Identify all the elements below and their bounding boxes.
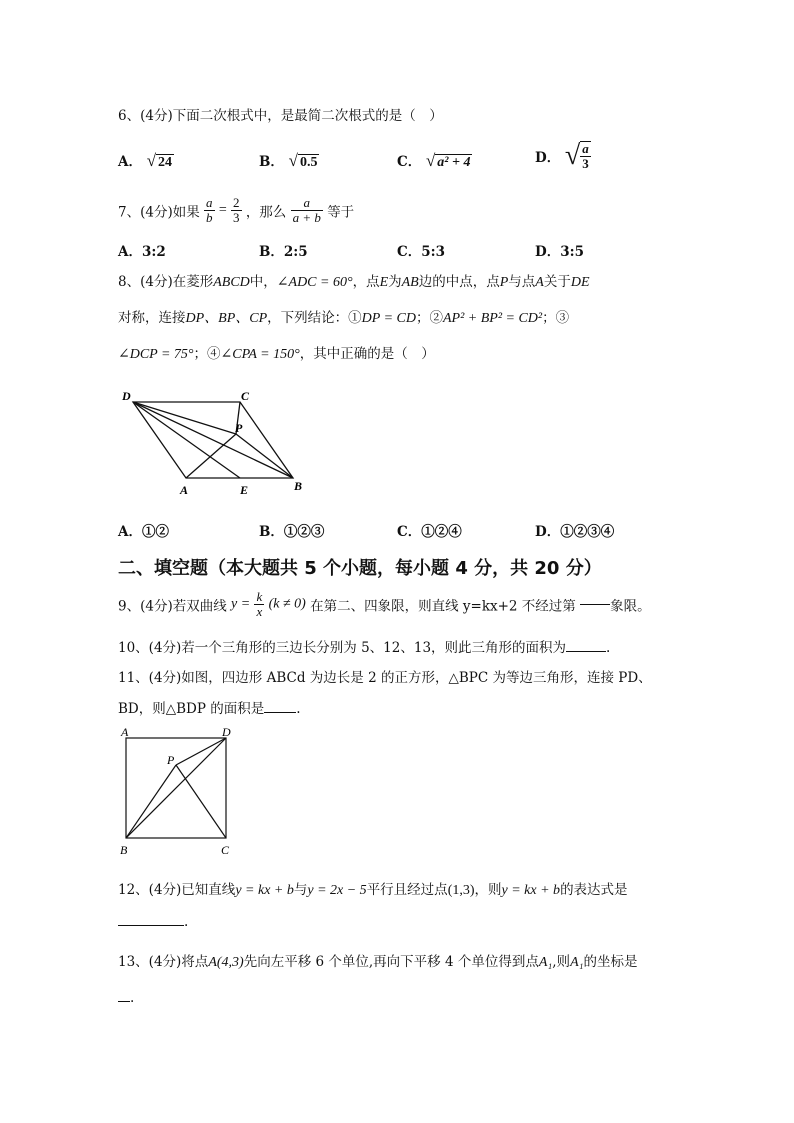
- q7-frac3-den: a + b: [292, 210, 321, 225]
- q8-option-c: C．①②④: [397, 524, 462, 540]
- q6-option-b-radicand: 0.5: [299, 155, 318, 170]
- q8-option-d: D．①②③④: [535, 524, 615, 540]
- fig8-label-a: A: [180, 483, 189, 497]
- segment-db: [133, 402, 293, 478]
- q10-answer-blank[interactable]: [566, 651, 606, 652]
- q9-condition: (k ≠ 0): [268, 596, 306, 612]
- q9-prefix: 9、(4分)若双曲线: [118, 598, 227, 615]
- q7-option-d: D．3:5: [535, 244, 584, 260]
- q11-line2: [118, 697, 301, 717]
- q13-point-a1-ref: A₁: [570, 955, 584, 970]
- q8-math-ab: AB: [401, 275, 419, 290]
- q8-text: ；③: [542, 310, 570, 326]
- q12-line-1: y = kx + b: [235, 883, 294, 898]
- segment-pb: [126, 765, 176, 838]
- q8-text: ，点: [352, 274, 380, 290]
- q8-text: 对称，连接: [118, 310, 186, 326]
- q12-text: ，则: [474, 882, 502, 898]
- q7-frac1-num: a: [206, 195, 213, 210]
- q8-text: ，其中正确的是（ ）: [299, 346, 435, 362]
- q7-stem: [118, 196, 354, 225]
- q6-option-d-sqrt: √ $\frac{a}{3}$: [564, 140, 589, 171]
- q7-prefix: 7、(4分)如果: [118, 204, 200, 221]
- q11-tail: .: [296, 701, 301, 717]
- fig11-label-b: B: [120, 843, 128, 857]
- fig8-label-p: P: [235, 421, 243, 435]
- q8-conclusion-1: DP = CD: [361, 311, 416, 326]
- q9-stem: [118, 590, 651, 619]
- q7-option-c: C．5:3: [397, 244, 446, 260]
- segment-pa: [186, 434, 236, 478]
- q7-frac2-num: 2: [233, 195, 240, 210]
- q8-conclusion-3: ∠DCP = 75°: [118, 347, 194, 362]
- q12-line-2: y = 2x − 5: [307, 883, 367, 898]
- q10-text: 10、(4分)若一个三角形的三边长分别为 5、12、13，则此三角形的面积为: [118, 640, 567, 656]
- q7-mid: ，那么: [245, 204, 287, 221]
- q6-option-d-label: D．: [535, 150, 561, 166]
- q6-option-b-sqrt: √ 0.5: [288, 151, 318, 170]
- q6-stem: 6、(4分)下面二次根式中，是最简二次根式的是（ ）: [118, 108, 443, 124]
- q12-suffix: 的表达式是: [560, 882, 628, 898]
- q9-frac-num: k: [256, 589, 263, 604]
- q7-frac-2-over-3: [231, 196, 242, 225]
- q13-suffix: 的坐标是: [583, 954, 638, 970]
- q9-suffix: 在第二、四象限，则直线 y=kx+2 不经过第: [310, 598, 576, 615]
- q8-math-a: A: [535, 275, 544, 290]
- q8-text: ，下列结论：①: [267, 310, 362, 326]
- q6-option-a-radicand: 24: [158, 155, 173, 170]
- q9-y-equals: y =: [231, 596, 251, 612]
- q6-option-d-num: a: [582, 141, 589, 156]
- q11-text: BD，则△BDP 的面积是: [118, 701, 265, 717]
- q9-answer-blank[interactable]: [580, 604, 610, 605]
- q13-text: ,则: [552, 954, 571, 970]
- q8-text: 中，: [249, 274, 277, 290]
- q10-stem: [118, 636, 610, 656]
- q9-frac-den: x: [256, 604, 263, 619]
- segment-de: [133, 402, 240, 478]
- q8-text: 8、(4分)在菱形: [118, 274, 214, 290]
- fig11-label-c: C: [221, 843, 230, 857]
- fig8-label-e: E: [240, 483, 249, 497]
- q12-text: 与: [293, 882, 308, 898]
- q13-stem: [118, 950, 637, 971]
- q13-answer-line: [118, 990, 134, 1006]
- fig8-label-b: B: [294, 479, 303, 493]
- q7-suffix: 等于: [327, 204, 355, 221]
- q8-line2: [118, 306, 569, 327]
- q6-option-d: [535, 140, 591, 172]
- q8-line3: [118, 342, 435, 363]
- fig8-label-c: C: [241, 389, 250, 403]
- q11-line1: 11、(4分)如图，四边形 ABCd 为边长是 2 的正方形，△BPC 为等边三角形，连接 PD、: [118, 670, 652, 686]
- segment-pb: [236, 434, 293, 478]
- q8-option-b: B．①②③: [259, 524, 325, 540]
- fig8-label-d: D: [122, 389, 131, 403]
- q13-answer-blank[interactable]: [118, 1001, 130, 1002]
- q8-option-a: A．①②: [118, 524, 169, 540]
- q12-tail: .: [184, 914, 189, 930]
- q12-answer-line: [118, 914, 188, 930]
- q12-stem: [118, 878, 628, 899]
- q12-text: 平行且经过点: [366, 882, 448, 898]
- q12-prefix: 12、(4分)已知直线: [118, 882, 236, 898]
- q8-math-p: P: [499, 275, 509, 290]
- q13-prefix: 13、(4分)将点: [118, 954, 209, 970]
- segment-pd: [176, 738, 226, 765]
- q8-math-e: E: [379, 275, 389, 290]
- q13-point-a1: A₁: [538, 955, 553, 970]
- q12-answer-blank[interactable]: [118, 925, 184, 926]
- q8-conclusion-2: AP² + BP² = CD²: [442, 311, 543, 326]
- q8-conclusion-4: ∠CPA = 150°: [220, 347, 300, 362]
- segment-dp: [133, 402, 236, 434]
- q7-frac-a-over-apb: [291, 196, 323, 225]
- q9-tail: 象限。: [610, 598, 651, 615]
- q8-line1: [118, 270, 590, 291]
- q6-option-d-den: 3: [582, 156, 589, 171]
- q11-answer-blank[interactable]: [264, 712, 296, 713]
- q6-option-c-radicand: a² + 4: [437, 155, 471, 170]
- q6-option-b-label: B．: [259, 154, 284, 170]
- q6-option-c: [397, 150, 472, 171]
- q6-option-b: [259, 150, 319, 171]
- fig11-label-p: P: [167, 753, 175, 767]
- section-2-heading: 二、填空题（本大题共 5 个小题，每小题 4 分，共 20 分）: [118, 558, 602, 579]
- q13-tail: .: [130, 990, 135, 1006]
- q8-text: 边的中点，点: [418, 274, 500, 290]
- q8-text: 为: [388, 274, 402, 290]
- fig11-label-d: D: [222, 725, 231, 739]
- q7-frac2-den: 3: [233, 210, 240, 225]
- q7-option-b: B．2:5: [259, 244, 308, 260]
- q8-math-abcd: ABCD: [213, 275, 250, 290]
- q7-frac1-den: b: [206, 210, 213, 225]
- q8-math-angle-adc: ∠ADC = 60°: [276, 275, 353, 290]
- q13-point-a: A(4,3): [208, 955, 244, 970]
- q7-frac-a-over-b: [204, 196, 215, 225]
- q12-point: (1,3): [447, 883, 475, 898]
- q9-frac-k-over-x: [254, 590, 264, 619]
- q7-option-a: A．3:2: [118, 244, 166, 260]
- segment-bd: [126, 738, 226, 838]
- q8-rhombus-figure: [118, 386, 318, 502]
- q6-option-a-label: A．: [118, 154, 142, 170]
- q8-text: ；④: [193, 346, 221, 362]
- q10-tail: .: [606, 640, 611, 656]
- q8-math-segments: DP、BP、CP: [185, 311, 268, 326]
- q8-math-de: DE: [570, 275, 590, 290]
- q8-text: ；②: [415, 310, 443, 326]
- q6-option-a-sqrt: √ 24: [146, 151, 173, 170]
- q7-equals: =: [218, 202, 227, 218]
- q8-text: 关于: [543, 274, 571, 290]
- q6-option-c-sqrt: √ a² + 4: [425, 151, 471, 170]
- q7-frac3-num: a: [291, 196, 323, 211]
- q6-option-a: [118, 150, 174, 171]
- q6-option-c-label: C．: [397, 154, 422, 170]
- segment-pc: [176, 765, 226, 838]
- q8-text: 与点: [508, 274, 536, 290]
- q13-text: 先向左平移 6 个单位,再向下平移 4 个单位得到点: [243, 954, 539, 970]
- q11-square-figure: [116, 724, 246, 860]
- q12-line-3: y = kx + b: [501, 883, 561, 898]
- fig11-label-a: A: [121, 725, 129, 739]
